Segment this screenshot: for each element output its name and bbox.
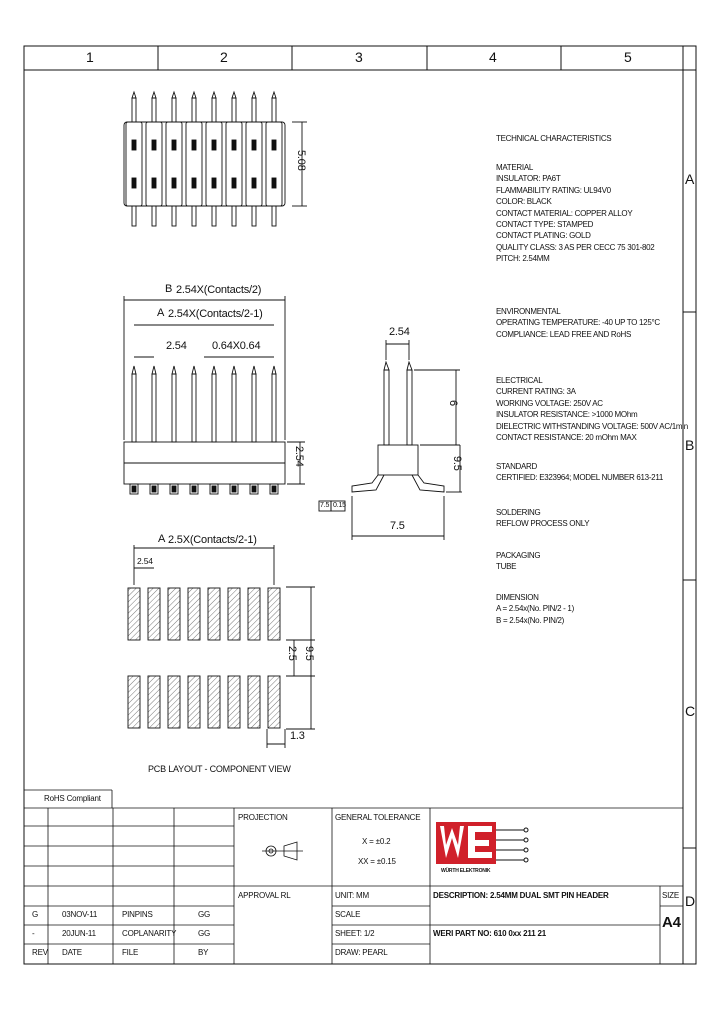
spec-line: CONTACT RESISTANCE: 20 mOhm MAX <box>496 433 637 442</box>
column-label-2: 2 <box>220 49 228 65</box>
scale-label: SCALE <box>335 910 361 919</box>
row-label-d: D <box>685 893 695 909</box>
pcb-gap: 2.5 <box>286 646 298 661</box>
spec-line: INSULATOR: PA6T <box>496 174 561 184</box>
front-pin <box>230 366 238 494</box>
front-pin <box>150 366 158 494</box>
specs-title: TECHNICAL CHARACTERISTICS <box>496 134 612 143</box>
spec-line: COLOR: BLACK <box>496 197 552 207</box>
row-label-c: C <box>685 703 695 719</box>
tolerance-x: X = ±0.2 <box>362 837 391 846</box>
dim-pitch: 2.54 <box>166 340 187 352</box>
part-number: WERI PART NO: 610 0xx 211 21 <box>433 929 546 938</box>
front-pin <box>270 366 278 494</box>
pcb-pad-top <box>168 588 180 640</box>
dim-b-letter: B <box>165 283 173 295</box>
pcb-pad-top <box>188 588 200 640</box>
pcb-pad-bottom <box>148 676 160 728</box>
side-pin-len: 6 <box>447 400 459 406</box>
pcb-dim-a-letter: A <box>158 533 166 545</box>
rohs-label: RoHS Compliant <box>44 794 101 803</box>
revision-date: DATE <box>62 948 82 957</box>
spec-line: PITCH: 2.54MM <box>496 254 550 264</box>
revision-rev: G <box>32 910 39 919</box>
spec-heading: ENVIRONMENTAL <box>496 307 561 316</box>
projection-symbol <box>262 842 303 860</box>
row-label-a: A <box>685 171 695 187</box>
spec-line: INSULATOR RESISTANCE: >1000 MOhm <box>496 410 638 420</box>
revision-rev: - <box>32 929 35 938</box>
front-pin <box>130 366 138 494</box>
column-label-5: 5 <box>624 49 632 65</box>
spec-heading: DIMENSION <box>496 593 539 602</box>
spec-heading: SOLDERING <box>496 508 541 517</box>
spec-line: REFLOW PROCESS ONLY <box>496 519 590 529</box>
spec-line: COMPLIANCE: LEAD FREE AND RoHS <box>496 329 632 339</box>
pcb-pad-top <box>268 588 280 640</box>
column-label-4: 4 <box>489 49 497 65</box>
revision-rev: REV <box>32 948 48 957</box>
spec-line: FLAMMABILITY RATING: UL94V0 <box>496 185 611 195</box>
spec-line: DIELECTRIC WITHSTANDING VOLTAGE: 500V AC/1min <box>496 421 688 431</box>
front-pin <box>170 366 178 494</box>
spec-heading: MATERIAL <box>496 163 534 172</box>
wurth-logo <box>436 822 528 864</box>
logo-text: WÜRTH ELEKTRONIK <box>441 868 491 874</box>
row-label-b: B <box>685 437 695 453</box>
description: DESCRIPTION: 2.54MM DUAL SMT PIN HEADER <box>433 891 609 900</box>
revision-by: BY <box>198 948 209 957</box>
revision-by: GG <box>198 910 211 919</box>
column-label-1: 1 <box>86 49 94 65</box>
pcb-dim-a: 2.5X(Contacts/2-1) <box>168 534 257 546</box>
tolerance-label: GENERAL TOLERANCE <box>335 813 421 822</box>
spec-line: CURRENT RATING: 3A <box>496 387 576 397</box>
side-foot: 0.15 <box>333 502 346 509</box>
pcb-span: 9.5 <box>303 646 315 661</box>
pcb-pad-bottom <box>208 676 220 728</box>
spec-heading: PACKAGING <box>496 551 541 560</box>
spec-line: QUALITY CLASS: 3 AS PER CECC 75 301-802 <box>496 242 655 252</box>
tolerance-xx: XX = ±0.15 <box>358 857 396 866</box>
spec-line: CONTACT PLATING: GOLD <box>496 231 591 241</box>
dim-b: 2.54X(Contacts/2) <box>176 284 262 296</box>
spec-line: CERTIFIED: E323964; MODEL NUMBER 613-211 <box>496 473 664 483</box>
side-total: 9.5 <box>451 456 463 471</box>
pcb-caption: PCB LAYOUT - COMPONENT VIEW <box>148 764 291 774</box>
dim-a: 2.54X(Contacts/2-1) <box>168 308 263 320</box>
spec-heading: STANDARD <box>496 462 538 471</box>
side-foot-b: 7.5 <box>320 502 330 509</box>
size-label: SIZE <box>662 891 679 900</box>
pcb-pad-bottom <box>248 676 260 728</box>
front-view <box>124 296 305 494</box>
pcb-pad-w: 1.3 <box>290 730 305 742</box>
spec-line: OPERATING TEMPERATURE: -40 UP TO 125°C <box>496 318 660 328</box>
dim-body: 2.54 <box>293 446 305 467</box>
draw-label: DRAW: PEARL <box>335 948 388 957</box>
side-width: 7.5 <box>390 520 405 532</box>
pcb-pad-top <box>208 588 220 640</box>
spec-line: WORKING VOLTAGE: 250V AC <box>496 398 603 408</box>
revision-by: GG <box>198 929 211 938</box>
front-pin <box>250 366 258 494</box>
front-pin <box>210 366 218 494</box>
pcb-pitch: 2.54 <box>137 556 153 566</box>
spec-line: B = 2.54x(No. PIN/2) <box>496 615 565 625</box>
spec-heading: ELECTRICAL <box>496 376 543 385</box>
spec-line: CONTACT MATERIAL: COPPER ALLOY <box>496 208 633 218</box>
dim-a-letter: A <box>157 307 165 319</box>
front-pin <box>190 366 198 494</box>
pcb-pad-bottom <box>268 676 280 728</box>
dim-pin: 0.64X0.64 <box>212 340 261 352</box>
dim-top-height: 5.08 <box>295 150 307 171</box>
pcb-pad-bottom <box>128 676 140 728</box>
size-value: A4 <box>662 914 681 931</box>
side-pitch: 2.54 <box>389 326 410 338</box>
projection-label: PROJECTION <box>238 813 288 822</box>
sheet-label: SHEET: 1/2 <box>335 929 375 938</box>
revision-file: PINPINS <box>122 910 153 919</box>
revision-file: COPLANARITY <box>122 929 177 938</box>
spec-line: CONTACT TYPE: STAMPED <box>496 220 594 229</box>
pcb-pad-top <box>148 588 160 640</box>
pcb-pad-top <box>128 588 140 640</box>
spec-line: TUBE <box>496 562 517 572</box>
pcb-pad-bottom <box>188 676 200 728</box>
revision-date: 20JUN-11 <box>62 929 96 938</box>
top-view <box>124 92 307 226</box>
pcb-pad-bottom <box>168 676 180 728</box>
pcb-pad-top <box>248 588 260 640</box>
approval-label: APPROVAL RL <box>238 891 291 900</box>
column-label-3: 3 <box>355 49 363 65</box>
unit-label: UNIT: MM <box>335 891 369 900</box>
spec-line: A = 2.54x(No. PIN/2 - 1) <box>496 604 574 614</box>
revision-file: FILE <box>122 948 139 957</box>
revision-date: 03NOV-11 <box>62 910 98 919</box>
pcb-pad-bottom <box>228 676 240 728</box>
pcb-pad-top <box>228 588 240 640</box>
